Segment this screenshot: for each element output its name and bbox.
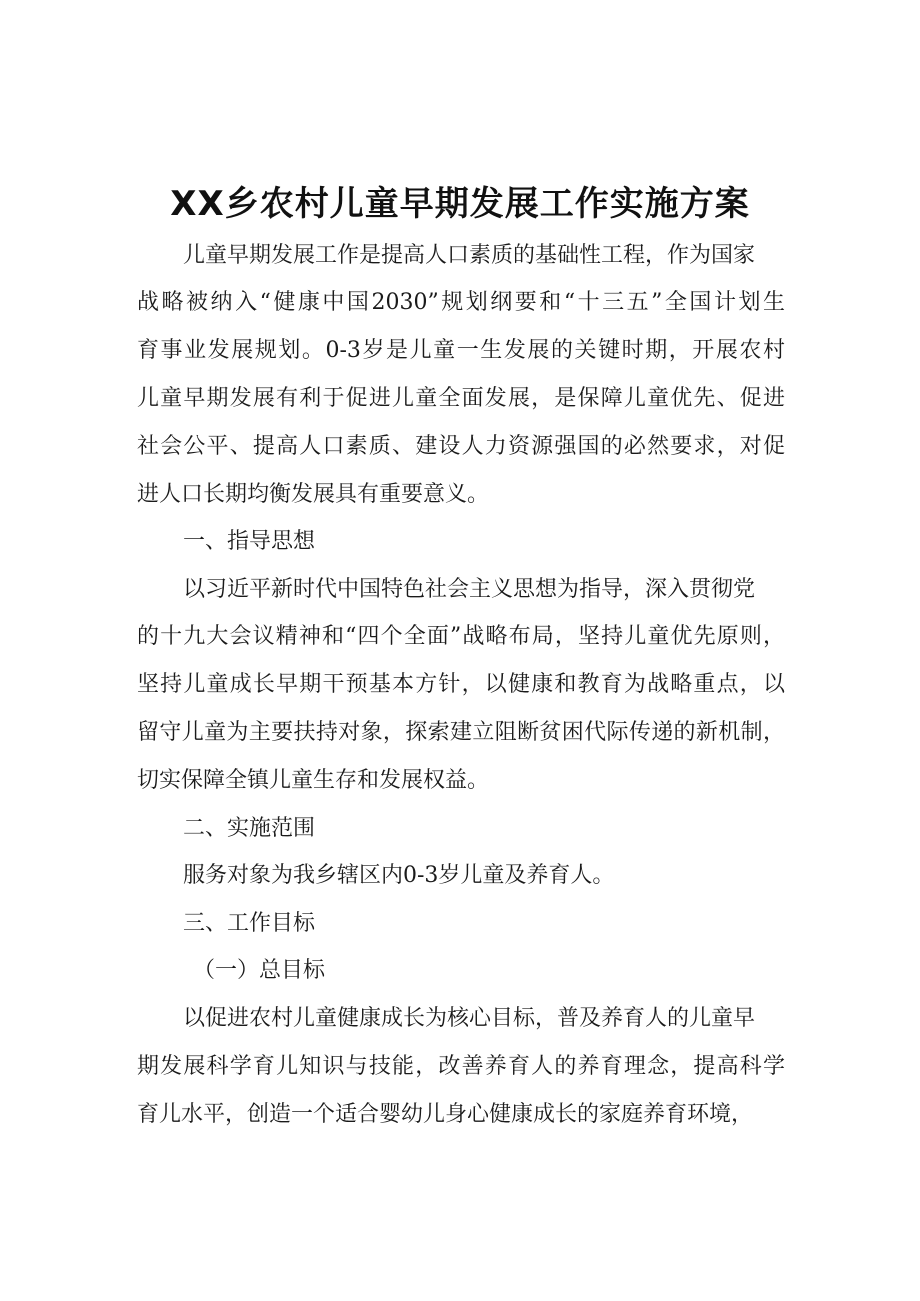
document-title: XX乡农村儿童早期发展工作实施方案: [170, 184, 750, 224]
intro-line: 战略被纳入“健康中国2030”规划纲要和“十三五”全国计划生: [137, 290, 785, 315]
section2-line: 服务对象为我乡辖区内0-3岁儿童及养育人。: [183, 863, 615, 888]
intro-line: 育事业发展规划。0-3岁是儿童一生发展的关键时期，开展农村: [137, 338, 785, 363]
section1-line: 切实保障全镇儿童生存和发展权益。: [137, 768, 490, 793]
section3-line: 育儿水平，创造一个适合婴幼儿身心健康成长的家庭养育环境，: [137, 1102, 754, 1127]
section1-line: 坚持儿童成长早期干预基本方针，以健康和教育为战略重点，以: [137, 672, 785, 697]
section1-line: 以习近平新时代中国特色社会主义思想为指导，深入贯彻党: [183, 577, 756, 602]
section3-line: 期发展科学育儿知识与技能，改善养育人的养育理念，提高科学: [137, 1054, 785, 1079]
intro-line: 儿童早期发展工作是提高人口素质的基础性工程，作为国家: [183, 243, 756, 268]
section1-line: 留守儿童为主要扶持对象，探索建立阻断贫困代际传递的新机制，: [137, 720, 785, 745]
intro-line: 社会公平、提高人口素质、建设人力资源强国的必然要求，对促: [137, 434, 785, 459]
section-heading-scope: 二、实施范围: [183, 816, 316, 841]
section3-line: 以促进农村儿童健康成长为核心目标，普及养育人的儿童早: [183, 1006, 756, 1031]
subsection-heading-overall-goal: （一）总目标: [193, 958, 326, 983]
section1-line: 的十九大会议精神和“四个全面”战略布局，坚持儿童优先原则，: [137, 624, 785, 649]
intro-line: 进人口长期均衡发展具有重要意义。: [137, 482, 490, 507]
intro-line: 儿童早期发展有利于促进儿童全面发展，是保障儿童优先、促进: [137, 386, 785, 411]
section-heading-guiding-thought: 一、指导思想: [183, 529, 316, 554]
section-heading-goals: 三、工作目标: [183, 911, 316, 936]
